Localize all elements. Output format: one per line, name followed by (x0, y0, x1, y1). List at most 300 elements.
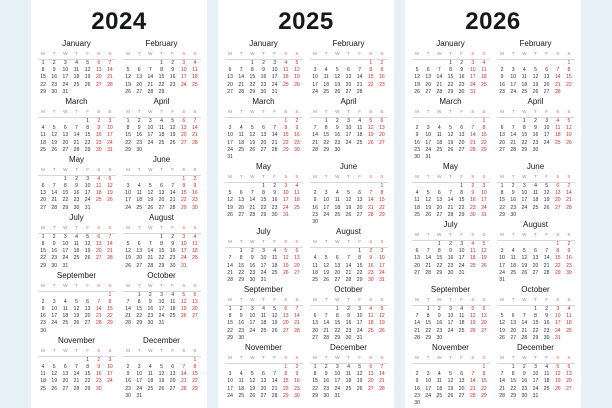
day-cell[interactable]: 25 (458, 327, 465, 334)
day-cell[interactable]: 11 (334, 197, 340, 204)
day-cell[interactable]: 15 (40, 74, 46, 81)
day-cell[interactable]: 20 (62, 139, 69, 146)
day-cell[interactable]: 5 (358, 364, 362, 371)
day-cell[interactable]: 4 (63, 298, 67, 305)
day-cell[interactable]: 14 (356, 74, 363, 81)
day-cell[interactable]: 15 (136, 306, 143, 313)
day-cell[interactable]: 6 (556, 183, 560, 190)
day-cell[interactable]: 4 (41, 125, 45, 132)
day-cell[interactable]: 17 (227, 139, 233, 146)
day-cell[interactable]: 25 (238, 146, 245, 153)
day-cell[interactable]: 11 (136, 190, 142, 197)
day-cell[interactable]: 9 (41, 306, 45, 313)
day-cell[interactable]: 17 (469, 74, 476, 81)
day-cell[interactable]: 13 (356, 197, 363, 204)
day-cell[interactable]: 4 (567, 306, 571, 313)
day-cell[interactable]: 14 (73, 132, 80, 139)
day-cell[interactable]: 7 (148, 67, 152, 74)
day-cell[interactable]: 21 (180, 378, 187, 385)
day-cell[interactable]: 6 (228, 67, 232, 74)
day-cell[interactable]: 26 (554, 385, 561, 392)
day-cell[interactable]: 19 (84, 248, 91, 255)
day-cell[interactable]: 3 (335, 364, 339, 371)
day-cell[interactable]: 28 (469, 146, 476, 153)
day-cell[interactable]: 27 (345, 88, 352, 95)
day-cell[interactable]: 31 (84, 204, 91, 211)
day-cell[interactable]: 6 (426, 67, 430, 74)
day-cell[interactable]: 20 (532, 262, 539, 269)
day-cell[interactable]: 16 (436, 320, 443, 327)
day-cell[interactable]: 28 (147, 88, 154, 95)
day-cell[interactable]: 12 (249, 132, 256, 139)
day-cell[interactable]: 6 (460, 125, 464, 132)
day-cell[interactable]: 9 (52, 240, 56, 247)
day-cell[interactable]: 20 (227, 81, 233, 88)
day-cell[interactable]: 5 (335, 67, 339, 74)
day-cell[interactable]: 18 (282, 74, 289, 81)
day-cell[interactable]: 5 (52, 364, 56, 371)
day-cell[interactable]: 30 (51, 262, 58, 269)
day-cell[interactable]: 17 (249, 320, 256, 327)
day-cell[interactable]: 28 (227, 276, 233, 283)
day-cell[interactable]: 4 (193, 233, 197, 240)
day-cell[interactable]: 14 (312, 132, 318, 139)
day-cell[interactable]: 17 (62, 248, 69, 255)
day-cell[interactable]: 15 (282, 132, 289, 139)
day-cell[interactable]: 2 (415, 125, 419, 132)
day-cell[interactable]: 31 (62, 262, 69, 269)
day-cell[interactable]: 23 (51, 81, 58, 88)
day-cell[interactable]: 2 (324, 364, 328, 371)
day-cell[interactable]: 13 (436, 197, 443, 204)
day-cell[interactable]: 26 (499, 334, 505, 341)
day-cell[interactable]: 20 (414, 262, 420, 269)
day-cell[interactable]: 13 (345, 74, 352, 81)
day-cell[interactable]: 12 (532, 74, 539, 81)
day-cell[interactable]: 24 (458, 262, 465, 269)
day-cell[interactable]: 31 (107, 146, 113, 153)
day-cell[interactable]: 27 (169, 385, 176, 392)
day-cell[interactable]: 14 (469, 378, 476, 385)
day-cell[interactable]: 28 (414, 334, 420, 341)
day-cell[interactable]: 15 (84, 132, 91, 139)
day-cell[interactable]: 6 (262, 125, 265, 132)
day-cell[interactable]: 2 (295, 117, 299, 124)
day-cell[interactable]: 26 (469, 327, 476, 334)
day-cell[interactable]: 14 (107, 67, 113, 74)
day-cell[interactable]: 21 (249, 204, 256, 211)
day-cell[interactable]: 24 (260, 269, 267, 276)
day-cell[interactable]: 24 (136, 385, 143, 392)
day-cell[interactable]: 5 (482, 240, 486, 247)
day-cell[interactable]: 27 (282, 327, 289, 334)
day-cell[interactable]: 7 (108, 233, 112, 240)
day-cell[interactable]: 7 (556, 67, 560, 74)
day-cell[interactable]: 29 (238, 276, 245, 283)
day-cell[interactable]: 19 (169, 132, 176, 139)
day-cell[interactable]: 28 (249, 211, 256, 218)
day-cell[interactable]: 15 (510, 378, 517, 385)
day-cell[interactable]: 15 (158, 248, 165, 255)
day-cell[interactable]: 15 (458, 197, 465, 204)
day-cell[interactable]: 22 (510, 385, 517, 392)
day-cell[interactable]: 23 (249, 269, 256, 276)
day-cell[interactable]: 12 (294, 67, 300, 74)
day-cell[interactable]: 30 (40, 327, 46, 334)
day-cell[interactable]: 14 (271, 132, 278, 139)
day-cell[interactable]: 1 (239, 248, 243, 255)
day-cell[interactable]: 5 (126, 240, 130, 247)
day-cell[interactable]: 23 (294, 385, 300, 392)
day-cell[interactable]: 20 (458, 385, 465, 392)
day-cell[interactable]: 18 (521, 81, 528, 88)
day-cell[interactable]: 14 (566, 190, 572, 197)
day-cell[interactable]: 6 (97, 60, 101, 67)
day-cell[interactable]: 13 (379, 125, 385, 132)
day-cell[interactable]: 26 (282, 269, 289, 276)
day-cell[interactable]: 24 (107, 378, 113, 385)
day-cell[interactable]: 24 (62, 81, 69, 88)
day-cell[interactable]: 4 (41, 364, 45, 371)
day-cell[interactable]: 26 (447, 392, 454, 399)
day-cell[interactable]: 30 (294, 146, 300, 153)
day-cell[interactable]: 17 (356, 320, 363, 327)
day-cell[interactable]: 21 (447, 204, 454, 211)
day-cell[interactable]: 15 (323, 132, 330, 139)
day-cell[interactable]: 22 (532, 327, 539, 334)
day-cell[interactable]: 26 (481, 262, 487, 269)
day-cell[interactable]: 1 (567, 60, 571, 67)
day-cell[interactable]: 11 (566, 313, 572, 320)
day-cell[interactable]: 14 (294, 313, 300, 320)
day-cell[interactable]: 16 (95, 132, 102, 139)
day-cell[interactable]: 3 (228, 371, 232, 378)
day-cell[interactable]: 31 (136, 392, 143, 399)
day-cell[interactable]: 24 (51, 320, 58, 327)
day-cell[interactable]: 12 (425, 197, 432, 204)
day-cell[interactable]: 13 (425, 74, 432, 81)
day-cell[interactable]: 9 (262, 67, 265, 74)
day-cell[interactable]: 13 (62, 371, 69, 378)
day-cell[interactable]: 29 (481, 146, 487, 153)
day-cell[interactable]: 28 (356, 88, 363, 95)
day-cell[interactable]: 30 (136, 146, 143, 153)
day-cell[interactable]: 14 (238, 74, 245, 81)
day-cell[interactable]: 25 (356, 139, 363, 146)
day-cell[interactable]: 7 (567, 183, 571, 190)
day-cell[interactable]: 22 (260, 204, 267, 211)
day-cell[interactable]: 4 (471, 240, 475, 247)
day-cell[interactable]: 13 (260, 378, 267, 385)
day-cell[interactable]: 15 (379, 197, 385, 204)
day-cell[interactable]: 27 (158, 204, 165, 211)
day-cell[interactable]: 18 (73, 74, 80, 81)
day-cell[interactable]: 7 (97, 298, 101, 305)
day-cell[interactable]: 7 (426, 248, 430, 255)
day-cell[interactable]: 27 (62, 146, 69, 153)
day-cell[interactable]: 3 (137, 364, 141, 371)
day-cell[interactable]: 26 (294, 81, 300, 88)
day-cell[interactable]: 9 (380, 67, 384, 74)
day-cell[interactable]: 3 (273, 60, 277, 67)
day-cell[interactable]: 27 (510, 334, 517, 341)
day-cell[interactable]: 24 (499, 269, 505, 276)
day-cell[interactable]: 13 (543, 74, 550, 81)
day-cell[interactable]: 11 (192, 240, 198, 247)
day-cell[interactable]: 31 (282, 211, 289, 218)
day-cell[interactable]: 10 (62, 67, 69, 74)
day-cell[interactable]: 20 (543, 81, 550, 88)
day-cell[interactable]: 8 (160, 67, 163, 74)
day-cell[interactable]: 9 (126, 371, 130, 378)
day-cell[interactable]: 1 (262, 183, 265, 190)
day-cell[interactable]: 24 (521, 204, 528, 211)
day-cell[interactable]: 11 (543, 371, 550, 378)
day-cell[interactable]: 3 (148, 117, 152, 124)
day-cell[interactable]: 10 (282, 190, 289, 197)
day-cell[interactable]: 26 (271, 327, 278, 334)
day-cell[interactable]: 26 (169, 139, 176, 146)
day-cell[interactable]: 5 (273, 306, 277, 313)
day-cell[interactable]: 16 (414, 385, 420, 392)
day-cell[interactable]: 16 (499, 81, 505, 88)
day-cell[interactable]: 13 (481, 313, 487, 320)
day-cell[interactable]: 21 (379, 378, 385, 385)
day-cell[interactable]: 8 (380, 190, 384, 197)
day-cell[interactable]: 1 (86, 356, 90, 363)
day-cell[interactable]: 28 (95, 320, 102, 327)
day-cell[interactable]: 4 (75, 60, 78, 67)
day-cell[interactable]: 16 (169, 248, 176, 255)
day-cell[interactable]: 4 (171, 291, 175, 298)
day-cell[interactable]: 19 (147, 197, 154, 204)
day-cell[interactable]: 18 (95, 190, 102, 197)
day-cell[interactable]: 23 (414, 392, 420, 399)
day-cell[interactable]: 15 (84, 371, 91, 378)
day-cell[interactable]: 20 (95, 248, 102, 255)
day-cell[interactable]: 27 (62, 385, 69, 392)
day-cell[interactable]: 25 (532, 204, 539, 211)
day-cell[interactable]: 21 (73, 378, 80, 385)
day-cell[interactable]: 2 (460, 60, 464, 67)
day-cell[interactable]: 12 (158, 371, 165, 378)
day-cell[interactable]: 23 (499, 88, 505, 95)
day-cell[interactable]: 10 (425, 132, 432, 139)
day-cell[interactable]: 3 (449, 306, 452, 313)
day-cell[interactable]: 16 (458, 74, 465, 81)
day-cell[interactable]: 29 (521, 146, 528, 153)
day-cell[interactable]: 11 (312, 262, 318, 269)
day-cell[interactable]: 6 (380, 117, 384, 124)
day-cell[interactable]: 5 (545, 183, 549, 190)
day-cell[interactable]: 23 (521, 385, 528, 392)
day-cell[interactable]: 22 (84, 378, 91, 385)
day-cell[interactable]: 26 (249, 146, 256, 153)
day-cell[interactable]: 15 (425, 320, 432, 327)
day-cell[interactable]: 11 (238, 132, 244, 139)
day-cell[interactable]: 9 (545, 313, 549, 320)
day-cell[interactable]: 26 (107, 197, 113, 204)
day-cell[interactable]: 23 (510, 204, 517, 211)
day-cell[interactable]: 23 (323, 385, 330, 392)
day-cell[interactable]: 25 (312, 276, 318, 283)
day-cell[interactable]: 15 (192, 371, 198, 378)
day-cell[interactable]: 27 (379, 139, 385, 146)
day-cell[interactable]: 1 (160, 233, 163, 240)
day-cell[interactable]: 3 (460, 240, 464, 247)
day-cell[interactable]: 1 (228, 306, 232, 313)
day-cell[interactable]: 24 (282, 204, 289, 211)
day-cell[interactable]: 20 (367, 378, 374, 385)
day-cell[interactable]: 24 (180, 255, 187, 262)
day-cell[interactable]: 19 (379, 320, 385, 327)
day-cell[interactable]: 21 (107, 74, 113, 81)
day-cell[interactable]: 14 (367, 197, 374, 204)
day-cell[interactable]: 8 (324, 125, 328, 132)
day-cell[interactable]: 8 (511, 371, 515, 378)
day-cell[interactable]: 6 (193, 291, 197, 298)
day-cell[interactable]: 28 (499, 392, 505, 399)
day-cell[interactable]: 30 (510, 211, 517, 218)
day-cell[interactable]: 13 (192, 298, 198, 305)
day-cell[interactable]: 11 (192, 67, 198, 74)
day-cell[interactable]: 31 (532, 392, 539, 399)
day-cell[interactable]: 17 (158, 306, 165, 313)
day-cell[interactable]: 12 (125, 248, 131, 255)
day-cell[interactable]: 17 (282, 197, 289, 204)
day-cell[interactable]: 20 (260, 139, 267, 146)
day-cell[interactable]: 13 (510, 320, 517, 327)
day-cell[interactable]: 29 (249, 88, 256, 95)
day-cell[interactable]: 11 (414, 197, 420, 204)
day-cell[interactable]: 15 (62, 190, 69, 197)
day-cell[interactable]: 13 (158, 190, 165, 197)
day-cell[interactable]: 2 (52, 60, 56, 67)
day-cell[interactable]: 4 (193, 60, 197, 67)
day-cell[interactable]: 10 (379, 255, 385, 262)
day-cell[interactable]: 12 (51, 132, 58, 139)
day-cell[interactable]: 5 (182, 291, 186, 298)
day-cell[interactable]: 25 (543, 385, 550, 392)
day-cell[interactable]: 23 (192, 197, 198, 204)
day-cell[interactable]: 19 (532, 81, 539, 88)
day-cell[interactable]: 15 (282, 378, 289, 385)
day-cell[interactable]: 25 (282, 81, 289, 88)
day-cell[interactable]: 22 (521, 139, 528, 146)
day-cell[interactable]: 5 (86, 233, 90, 240)
day-cell[interactable]: 22 (40, 81, 46, 88)
day-cell[interactable]: 19 (282, 262, 289, 269)
day-cell[interactable]: 30 (414, 399, 420, 406)
day-cell[interactable]: 11 (521, 74, 527, 81)
day-cell[interactable]: 3 (511, 67, 515, 74)
day-cell[interactable]: 2 (273, 183, 277, 190)
day-cell[interactable]: 2 (262, 60, 265, 67)
day-cell[interactable]: 26 (125, 88, 131, 95)
day-cell[interactable]: 1 (313, 364, 317, 371)
day-cell[interactable]: 17 (521, 197, 528, 204)
day-cell[interactable]: 2 (369, 248, 373, 255)
day-cell[interactable]: 19 (73, 313, 80, 320)
day-cell[interactable]: 18 (260, 320, 267, 327)
day-cell[interactable]: 18 (271, 262, 278, 269)
day-cell[interactable]: 15 (447, 74, 454, 81)
day-cell[interactable]: 6 (284, 306, 288, 313)
day-cell[interactable]: 5 (284, 248, 288, 255)
day-cell[interactable]: 13 (136, 248, 143, 255)
day-cell[interactable]: 21 (323, 327, 330, 334)
day-cell[interactable]: 22 (158, 255, 165, 262)
day-cell[interactable]: 24 (481, 204, 487, 211)
day-cell[interactable]: 12 (566, 125, 572, 132)
day-cell[interactable]: 8 (522, 125, 526, 132)
day-cell[interactable]: 22 (125, 139, 131, 146)
day-cell[interactable]: 20 (95, 74, 102, 81)
day-cell[interactable]: 16 (566, 255, 572, 262)
day-cell[interactable]: 23 (73, 197, 80, 204)
day-cell[interactable]: 10 (180, 67, 187, 74)
day-cell[interactable]: 1 (41, 233, 45, 240)
day-cell[interactable]: 11 (356, 125, 363, 132)
day-cell[interactable]: 6 (482, 306, 486, 313)
day-cell[interactable]: 26 (345, 211, 352, 218)
day-cell[interactable]: 12 (447, 132, 454, 139)
day-cell[interactable]: 6 (567, 364, 571, 371)
day-cell[interactable]: 12 (169, 125, 176, 132)
day-cell[interactable]: 28 (125, 320, 131, 327)
day-cell[interactable]: 17 (532, 378, 539, 385)
day-cell[interactable]: 10 (227, 132, 233, 139)
day-cell[interactable]: 19 (51, 139, 58, 146)
day-cell[interactable]: 4 (545, 364, 549, 371)
day-cell[interactable]: 30 (469, 211, 476, 218)
day-cell[interactable]: 29 (84, 146, 91, 153)
day-cell[interactable]: 20 (136, 81, 143, 88)
day-cell[interactable]: 26 (147, 204, 154, 211)
day-cell[interactable]: 9 (313, 197, 317, 204)
day-cell[interactable]: 21 (499, 385, 505, 392)
day-cell[interactable]: 3 (556, 306, 560, 313)
day-cell[interactable]: 17 (227, 385, 233, 392)
day-cell[interactable]: 15 (180, 190, 187, 197)
day-cell[interactable]: 24 (554, 327, 561, 334)
day-cell[interactable]: 2 (295, 364, 299, 371)
day-cell[interactable]: 19 (334, 81, 341, 88)
day-cell[interactable]: 31 (356, 334, 363, 341)
day-cell[interactable]: 18 (356, 132, 363, 139)
day-cell[interactable]: 12 (481, 248, 487, 255)
day-cell[interactable]: 24 (334, 385, 341, 392)
day-cell[interactable]: 31 (227, 153, 233, 160)
day-cell[interactable]: 26 (51, 385, 58, 392)
day-cell[interactable]: 6 (358, 190, 362, 197)
day-cell[interactable]: 12 (414, 74, 420, 81)
day-cell[interactable]: 8 (160, 240, 163, 247)
day-cell[interactable]: 15 (158, 74, 165, 81)
day-cell[interactable]: 11 (323, 74, 329, 81)
day-cell[interactable]: 21 (345, 269, 352, 276)
day-cell[interactable]: 18 (458, 320, 465, 327)
day-cell[interactable]: 4 (273, 248, 277, 255)
day-cell[interactable]: 29 (158, 88, 165, 95)
day-cell[interactable]: 8 (534, 313, 537, 320)
day-cell[interactable]: 11 (62, 306, 68, 313)
day-cell[interactable]: 25 (566, 327, 572, 334)
day-cell[interactable]: 14 (436, 74, 443, 81)
day-cell[interactable]: 28 (73, 385, 80, 392)
day-cell[interactable]: 26 (73, 320, 80, 327)
day-cell[interactable]: 30 (521, 392, 528, 399)
